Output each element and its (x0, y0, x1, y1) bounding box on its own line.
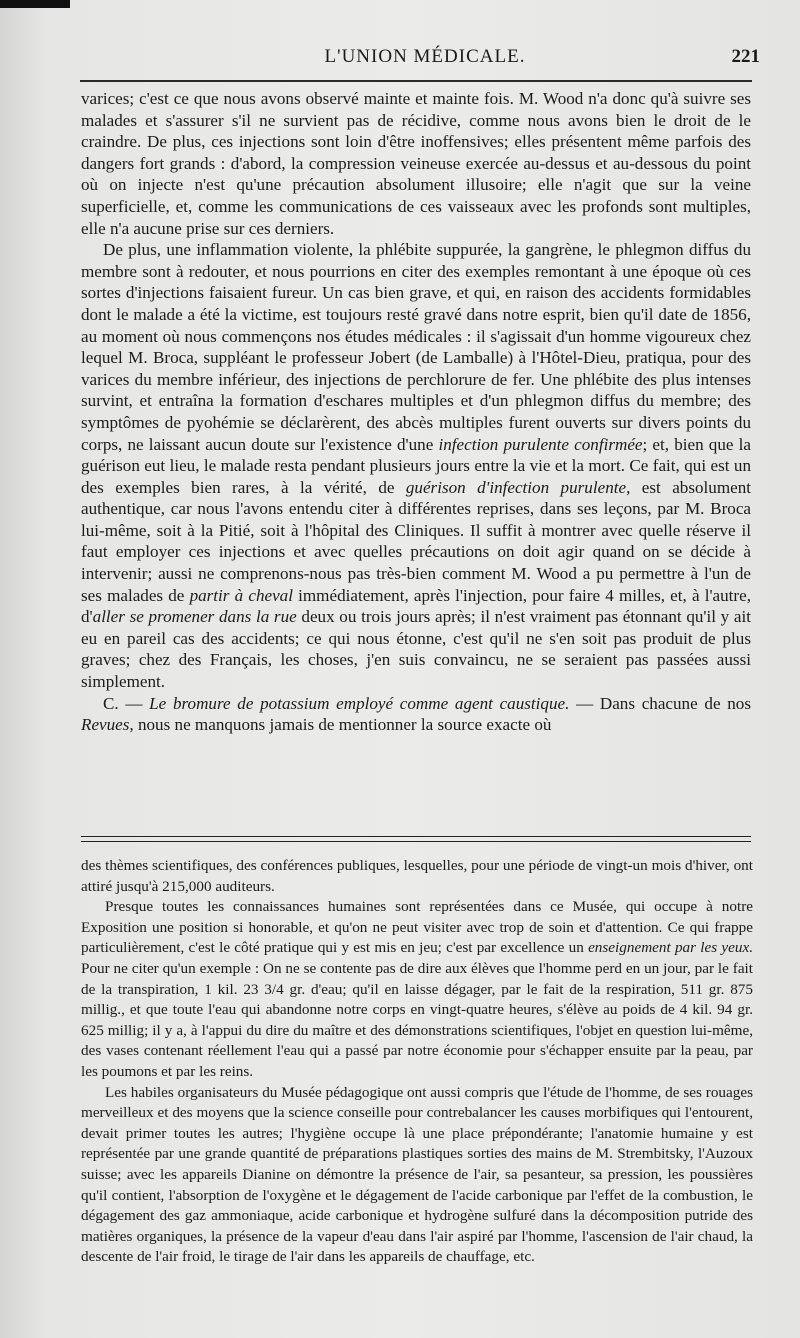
italic-phrase: aller se promener dans la rue (92, 607, 297, 627)
text-run: Pour ne citer qu'un exemple : On ne se contente pas de dire aux élèves que l'homme perd en un jour, par le fait de la transpiration, 1 kil. 23 3/4 gr. d'eau; qu'il en laisse dégager, par le fait de la respiration, 511 gr. 875 millig., et que toute l'eau qui abandonne notre corps en vingt-quatre heures, s'élève au poids de 4 kil. 94 gr. 625 millig; il y a, à l'appui du dire du maître et des démonstrations scientifiques, l'objet en question lui-même, des vases contenant réellement l'eau qui a passé par notre économie pour s'échapper ensuite par la peau, par les poumons et par les reins. (81, 959, 753, 1080)
footnote-paragraph-3 (81, 1083, 753, 1268)
footnote-paragraph-2 (81, 897, 753, 1082)
text-run: des thèmes scientifiques, des conférences publiques, lesquelles, pour une période de vingt-un mois d'hiver, ont attiré jusqu'à 215,000 auditeurs. (81, 857, 753, 895)
footnote-separator-rule (81, 836, 751, 837)
running-header (80, 42, 770, 72)
italic-phrase: enseignement par les yeux. (588, 939, 753, 957)
page-number: 221 (731, 46, 760, 67)
text-run: De plus, une inflammation violente, la phlébite suppurée, la gangrène, le phlegmon diffus du membre sont à redouter, et nous pourrions en citer des exemples remontant à une époque où ces sortes d'injections faisaient fureur. Un cas bien grave, et qui, en raison des accidents formidables dont le malade a été la victime, est toujours resté gravé dans notre esprit, bien qu'il date de 1856, au moment où nous commençons nos études médicales : il s'agissait d'un homme vigoureux chez lequel M. Broca, suppléant le professeur Jobert (de Lamballe) à l'Hôtel-Dieu, pratiqua, pour des varices du membre inférieur, des injections de perchlorure de fer. Une phlébite des plus intenses survint, et entraîna la formation d'eschares multiples et d'un phlegmon diffus du membre; des symptômes de pyohémie se déclarèrent, des abcès multiples furent ouverts sur divers points du corps, ne laissant aucun doute sur l'existence d'une (81, 240, 751, 454)
italic-phrase: Revues, (81, 715, 134, 735)
text-run: ; et, bien que la guérison eut lieu, le malade resta pendant plusieurs jours entre la vie et la mort. Ce fait, qui est un des exemples bien rares, à la vérité, de (81, 434, 751, 497)
footnote-block (81, 856, 753, 1268)
section-letter: C. — (103, 693, 150, 713)
section-heading: Le bromure de potassium employé comme agent caustique. (149, 693, 570, 713)
body-paragraph-1 (81, 88, 751, 239)
body-paragraph-2 (81, 239, 751, 692)
text-run: deux ou trois jours après; il n'est vraiment pas étonnant qu'il y ait eu en pareil cas des accidents; ce qui nous étonne, c'est qu'il ne s'en soit pas produit de plus graves; chez des Français, les choses, j'en suis convaincu, ne se seraient pas passées aussi simplement. (81, 607, 751, 692)
italic-phrase: guérison d'infection purulente, (405, 477, 631, 497)
text-run: varices; c'est ce que nous avons observé mainte et mainte fois. M. Wood n'a donc qu'à suivre ses malades et s'assurer s'il ne survient pas de récidive, comme nous avons bien le droit de le craindre. De plus, ces injections sont loin d'être inoffensives; elles présentent même parfois des dangers fort grands : d'abord, la compression veineuse exercée au-dessus et au-dessous du point où on injecte n'est qu'une précaution absolument illusoire; elle n'agit que sur la veine superficielle, et, comme les communications de ces vaisseaux avec les profonds sont multiples, elle n'a aucune prise sur ces derniers. (81, 89, 751, 238)
text-run: immédiatement, après l'injection, pour faire 4 milles, et, à l'autre, d' (81, 585, 751, 627)
italic-phrase: partir à cheval (189, 585, 293, 605)
body-paragraph-3 (81, 693, 751, 736)
main-body (81, 88, 751, 736)
footnote-separator-rule-2 (81, 841, 751, 842)
italic-phrase: infection purulente confirmée (438, 434, 643, 454)
header-rule (80, 80, 752, 82)
text-run: est absolument authentique, car nous l'avons entendu citer à différentes reprises, dans ses leçons, par M. Broca lui-même, soit à la Pitié, soit à l'hôpital des Cliniques. Il suffit à montrer avec quelle réserve il faut employer ces injections et avec quelles précautions on doit agir quand on se décide à intervenir; aussi ne comprenons-nous pas très-bien comment M. Wood a pu permettre à l'un de ses malades de (81, 477, 751, 605)
text-run: — Dans chacune de nos (569, 693, 751, 713)
scan-corner-mark (0, 0, 70, 8)
running-title: L'UNION MÉDICALE. (324, 46, 526, 67)
text-run: Les habiles organisateurs du Musée pédagogique ont aussi compris que l'étude de l'homme, de ses rouages merveilleux et des moyens que la science conseille pour contrebalancer les causes morbifiques qui l'entourent, devait primer toutes les autres; l'hygiène occupe là une place prépondérante; l'anatomie humaine y est représentée par une grande quantité de préparations plastiques sorties des mains de M. Strembitsky, l'Auzoux suisse; avec les appareils Dianine on démontre la présence de l'air, sa pesanteur, sa pression, les poussières qu'il contient, l'absorption de l'oxygène et le dégagement de l'acide carbonique par l'effet de la combustion, le dégagement des gaz ammoniaque, acide carbonique et hydrogène sulfuré dans la décomposition putride des matières organiques, la présence de la vapeur d'eau dans l'air aspiré par l'homme, l'ascension de l'air chaud, la descente de l'air froid, le tirage de l'air dans les appareils de chauffage, etc. (81, 1083, 753, 1266)
text-run: Presque toutes les connaissances humaines sont représentées dans ce Musée, qui occupe à notre Exposition une position si honorable, et qu'on ne peut visiter avec trop de soin et d'attention. Ce qui frappe particulièrement, c'est le côté pratique qui y est mis en jeu; c'est par excellence un (81, 898, 753, 957)
text-run: nous ne manquons jamais de mentionner la source exacte où (133, 715, 552, 735)
footnote-paragraph-1 (81, 856, 753, 897)
